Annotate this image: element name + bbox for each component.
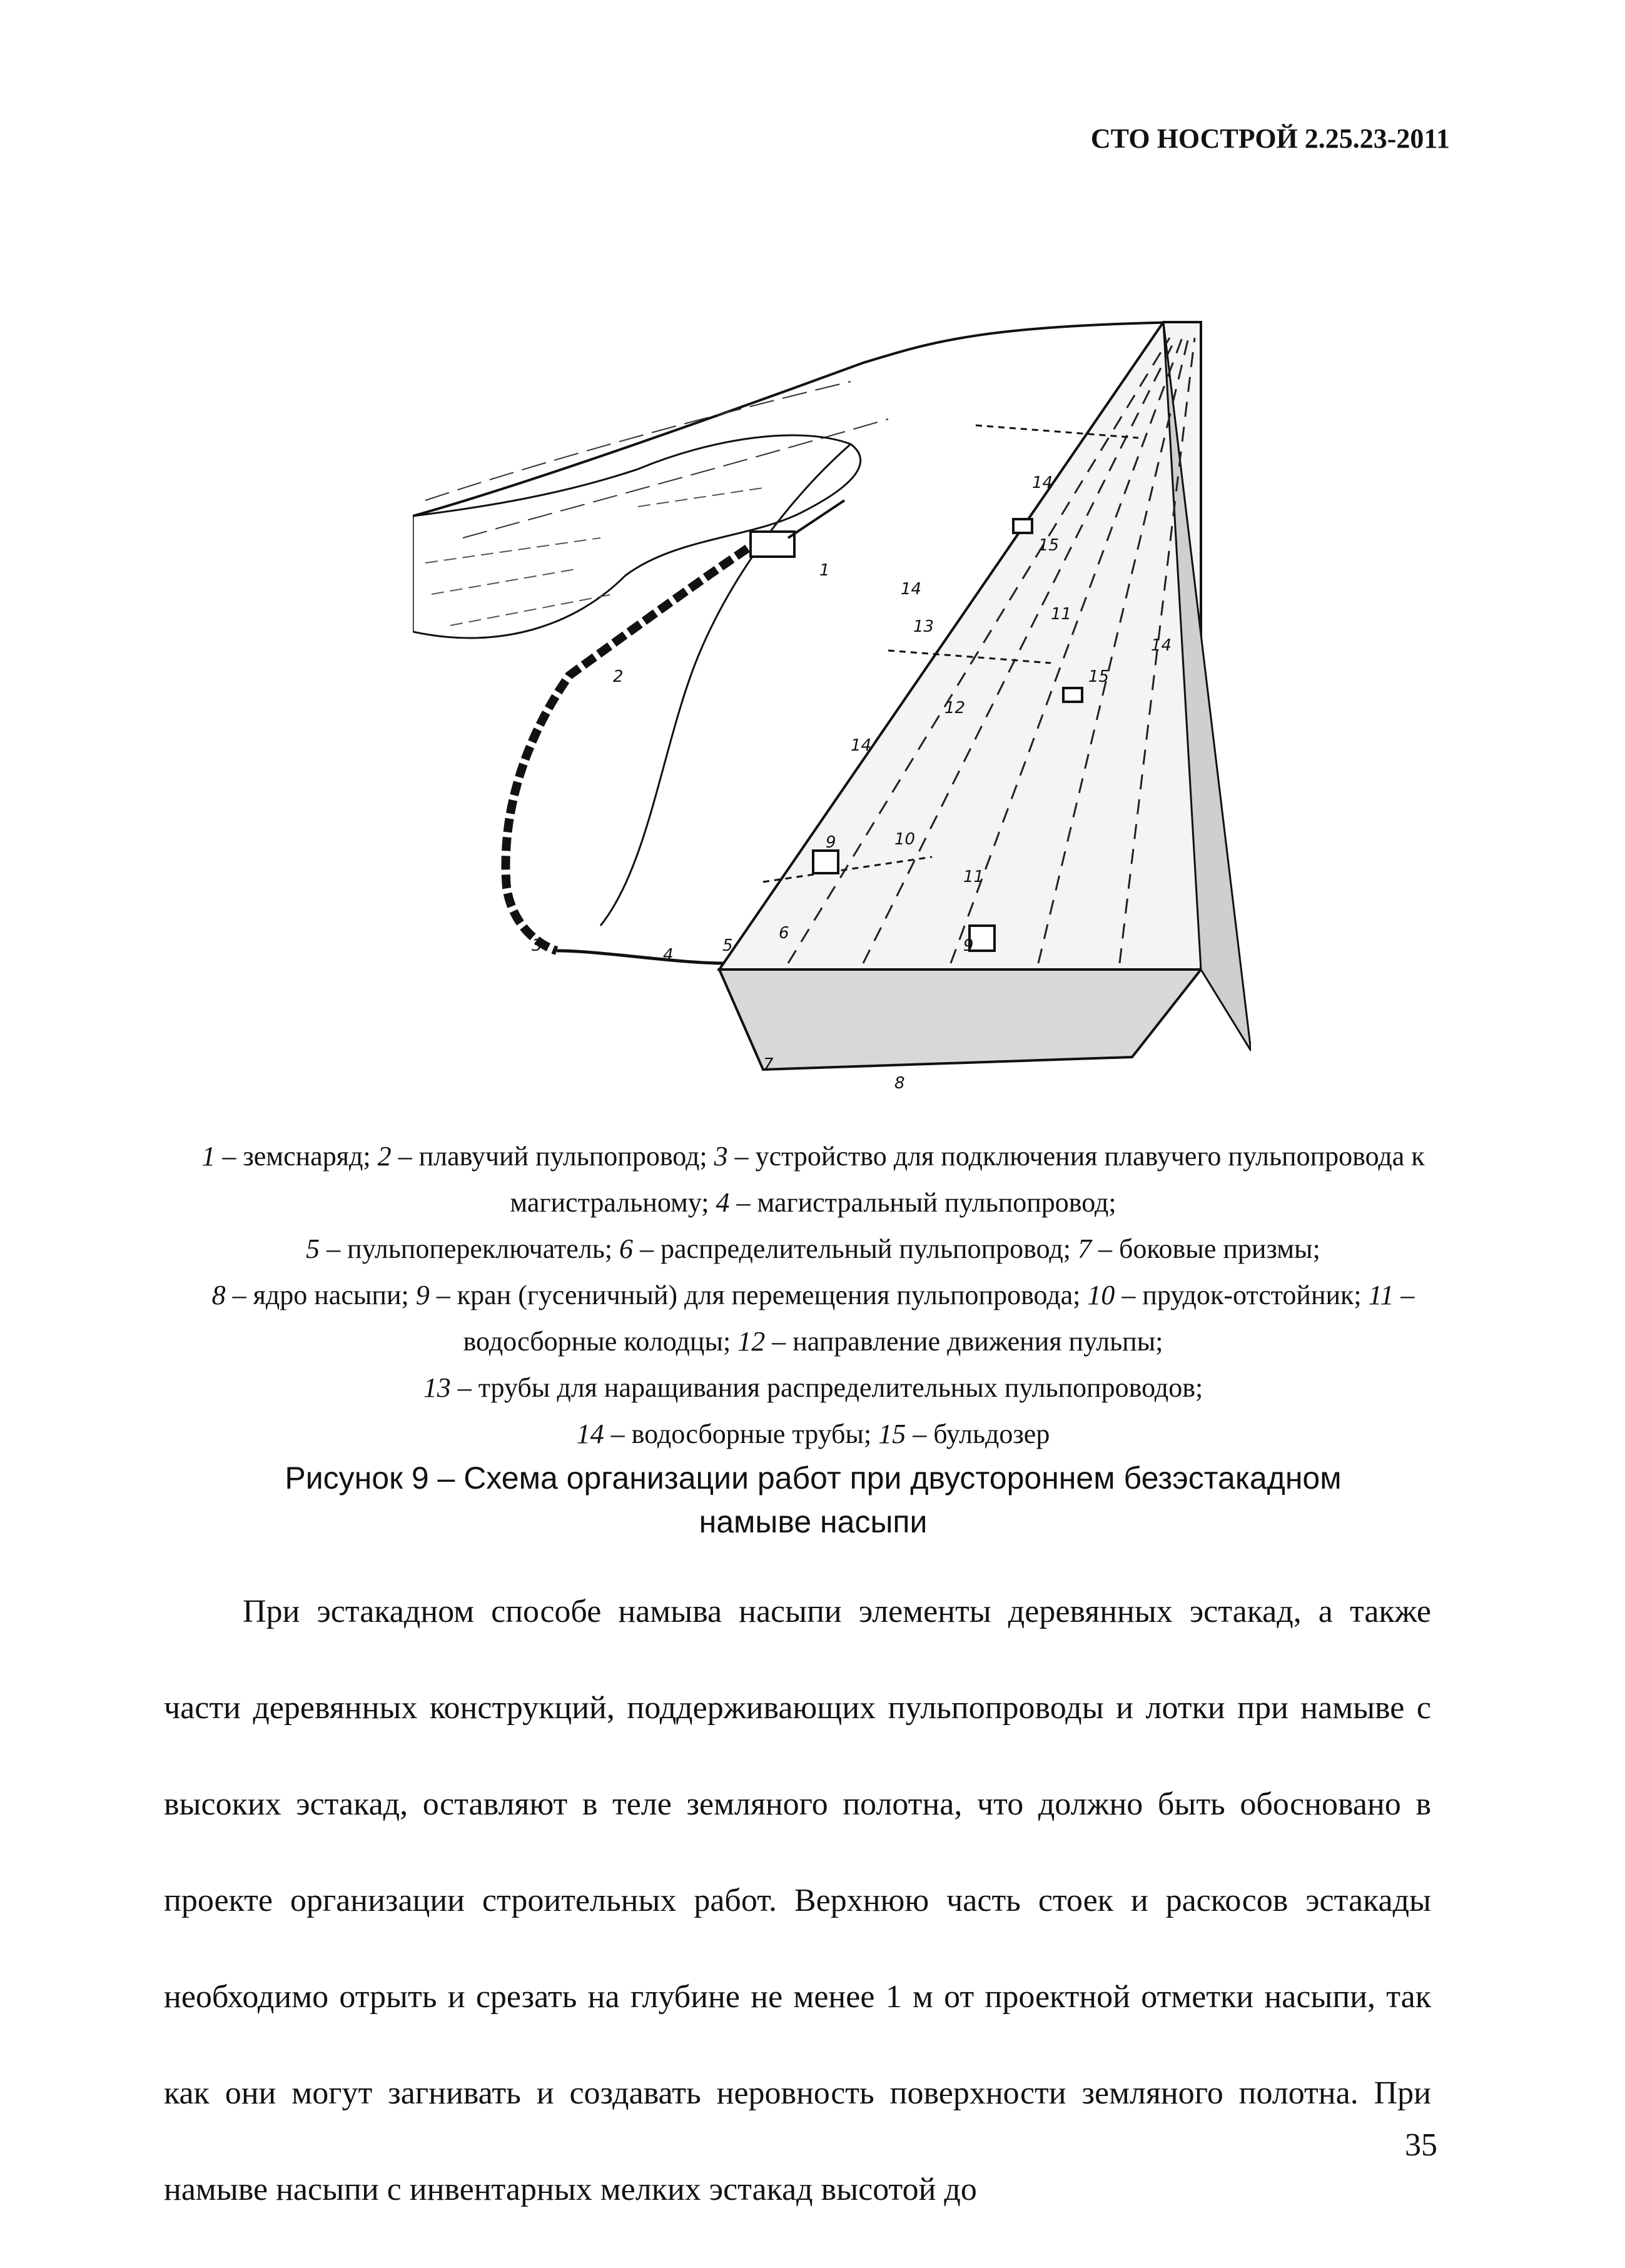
legend-text: – направление движения пульпы; <box>765 1326 1163 1357</box>
legend-text: – трубы для наращивания распределительных пульпопроводов; <box>450 1372 1203 1403</box>
page-number: 35 <box>1405 2127 1437 2163</box>
embankment-core <box>719 969 1201 1070</box>
legend-text: – ядро насыпи; <box>225 1280 416 1310</box>
figure-caption-line-2: намыве насыпи <box>699 1504 928 1539</box>
legend-num: 13 <box>423 1372 451 1403</box>
legend-text: – устройство для подключения плавучего пульпопровода к магистральному; <box>510 1141 1425 1218</box>
legend-num: 2 <box>377 1141 392 1172</box>
dredger <box>751 532 794 557</box>
legend-text: – пульпопереключатель; <box>320 1233 619 1264</box>
legend-num: 10 <box>1087 1280 1115 1310</box>
label-4: 4 <box>663 946 674 964</box>
legend-text: – земснаряд; <box>215 1141 378 1172</box>
legend-num: 5 <box>306 1233 320 1264</box>
embankment-scheme-figure <box>413 300 1251 1113</box>
legend-num: 8 <box>211 1280 226 1310</box>
legend-text: – плавучий пульпопровод; <box>391 1141 714 1172</box>
body-paragraph <box>164 1564 1431 2238</box>
paragraph-text: При эстакадном способе намыва насыпи элементы деревянных эстакад, а также части деревянных конструкций, поддерживающих пульпопроводы и лотки при намыве с высоких эстакад, оставляют в теле земляного полотна, что должно быть обосновано в проекте организации строительных работ. Верхнюю часть стоек и раскосов эстакады необходимо отрыть и срезать на глубине не менее 1 м от проектной отметки насыпи, так как они могут загнивать и создавать неровность поверхности земляного полотна. При намыве насыпи с инвентарных мелких эстакад высотой до <box>164 1594 1431 2207</box>
label-11a: 11 <box>1051 605 1072 624</box>
legend-num: 14 <box>576 1419 604 1449</box>
legend-text: – магистральный пульпопровод; <box>729 1187 1116 1218</box>
label-3: 3 <box>532 936 542 955</box>
bulldozer-15a <box>1013 519 1032 533</box>
legend-text: – кран (гусеничный) для перемещения пульпопровода; <box>429 1280 1088 1310</box>
label-9a: 9 <box>826 833 836 852</box>
legend-num: 1 <box>201 1141 216 1172</box>
legend-num: 12 <box>737 1326 766 1357</box>
legend-num: 9 <box>415 1280 430 1310</box>
embankment-top <box>719 322 1201 969</box>
label-14b: 14 <box>901 580 922 599</box>
document-header: СТО НОСТРОЙ 2.25.23-2011 <box>1090 123 1450 154</box>
legend-text: – водосборные колодцы; <box>463 1280 1415 1357</box>
label-11b: 11 <box>963 868 985 886</box>
legend-num: 4 <box>716 1187 730 1218</box>
legend-text: – прудок-отстойник; <box>1115 1280 1369 1310</box>
legend-num: 15 <box>878 1419 906 1449</box>
label-7: 7 <box>763 1055 774 1074</box>
figure-caption <box>163 1456 1464 1544</box>
label-14c: 14 <box>1151 636 1172 655</box>
label-5: 5 <box>722 936 733 955</box>
legend-text: – водосборные трубы; <box>604 1419 879 1449</box>
floating-pipeline <box>505 538 763 951</box>
label-8: 8 <box>894 1074 905 1093</box>
label-12: 12 <box>944 699 966 717</box>
label-15a: 15 <box>1038 536 1060 555</box>
figure-legend <box>163 1133 1464 1457</box>
crane-9a <box>813 851 838 873</box>
label-2: 2 <box>613 667 624 686</box>
bulldozer-15b <box>1063 688 1082 702</box>
legend-num: 11 <box>1368 1280 1394 1310</box>
label-14d: 14 <box>851 736 872 755</box>
label-1: 1 <box>819 561 830 580</box>
label-9b: 9 <box>963 936 974 955</box>
label-14a: 14 <box>1032 473 1053 492</box>
label-6: 6 <box>779 924 789 943</box>
legend-num: 7 <box>1077 1233 1091 1264</box>
legend-text: – распределительный пульпопровод; <box>632 1233 1078 1264</box>
legend-text: – бульдозер <box>906 1419 1050 1449</box>
label-10: 10 <box>894 830 916 849</box>
label-15b: 15 <box>1088 667 1110 686</box>
label-13: 13 <box>913 617 934 636</box>
legend-text: – боковые призмы; <box>1091 1233 1320 1264</box>
legend-num: 3 <box>714 1141 728 1172</box>
figure-caption-line-1: Рисунок 9 – Схема организации работ при двустороннем безэстакадном <box>285 1461 1342 1496</box>
legend-num: 6 <box>619 1233 633 1264</box>
embankment-scheme-drawing <box>413 300 1251 1113</box>
